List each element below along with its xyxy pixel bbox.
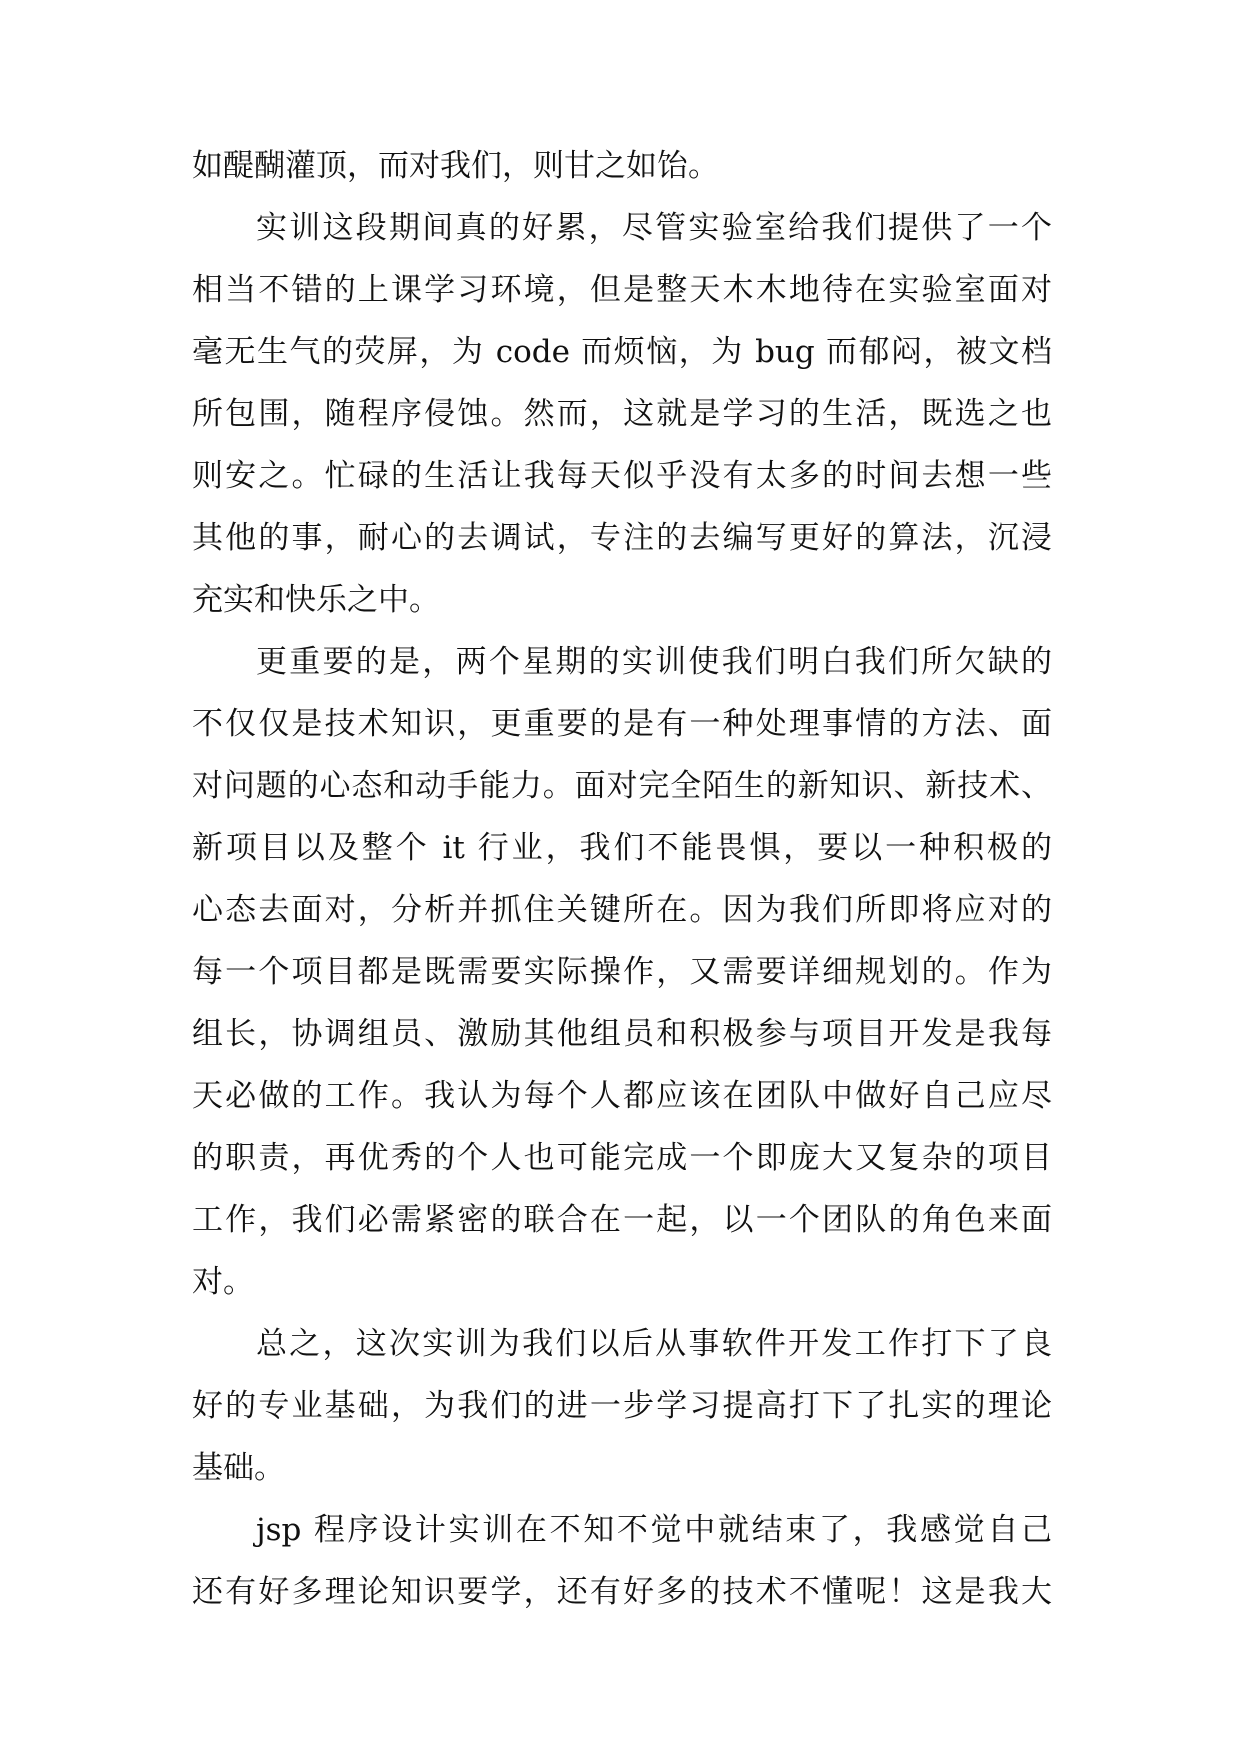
text-line: 对问题的心态和动手能力。面对完全陌生的新知识、新技术、	[192, 768, 1052, 804]
text-line: 每一个项目都是既需要实际操作，又需要详细规划的。作为	[192, 954, 1052, 990]
text-line: 的职责，再优秀的个人也可能完成一个即庞大又复杂的项目	[192, 1140, 1052, 1176]
text-line: 组长，协调组员、激励其他组员和积极参与项目开发是我每	[192, 1016, 1052, 1052]
text-line: 其他的事，耐心的去调试，专注的去编写更好的算法，沉浸	[192, 520, 1052, 556]
text-line: 心态去面对，分析并抓住关键所在。因为我们所即将应对的	[192, 892, 1052, 928]
text-line: 实训这段期间真的好累，尽管实验室给我们提供了一个	[256, 210, 1052, 246]
text-line: 新项目以及整个 it 行业，我们不能畏惧，要以一种积极的	[192, 830, 1052, 866]
text-line: 所包围，随程序侵蚀。然而，这就是学习的生活，既选之也	[192, 396, 1052, 432]
text-line: 相当不错的上课学习环境，但是整天木木地待在实验室面对	[192, 272, 1052, 308]
text-line: 充实和快乐之中。	[192, 582, 440, 618]
text-line: 毫无生气的荧屏，为 code 而烦恼，为 bug 而郁闷，被文档	[192, 334, 1052, 370]
text-line: 好的专业基础，为我们的进一步学习提高打下了扎实的理论	[192, 1388, 1052, 1424]
text-line: 基础。	[192, 1450, 285, 1486]
text-line: 如醍醐灌顶，而对我们，则甘之如饴。	[192, 148, 719, 184]
text-line: 对。	[192, 1264, 254, 1300]
text-line: 还有好多理论知识要学，还有好多的技术不懂呢！这是我大	[192, 1574, 1052, 1610]
text-line: 总之，这次实训为我们以后从事软件开发工作打下了良	[256, 1326, 1052, 1362]
text-line: 不仅仅是技术知识，更重要的是有一种处理事情的方法、面	[192, 706, 1052, 742]
text-line: 则安之。忙碌的生活让我每天似乎没有太多的时间去想一些	[192, 458, 1052, 494]
text-line: 天必做的工作。我认为每个人都应该在团队中做好自己应尽	[192, 1078, 1052, 1114]
text-line: 工作，我们必需紧密的联合在一起，以一个团队的角色来面	[192, 1202, 1052, 1238]
text-line: 更重要的是，两个星期的实训使我们明白我们所欠缺的	[256, 644, 1052, 680]
text-line: jsp 程序设计实训在不知不觉中就结束了，我感觉自己	[256, 1512, 1052, 1548]
